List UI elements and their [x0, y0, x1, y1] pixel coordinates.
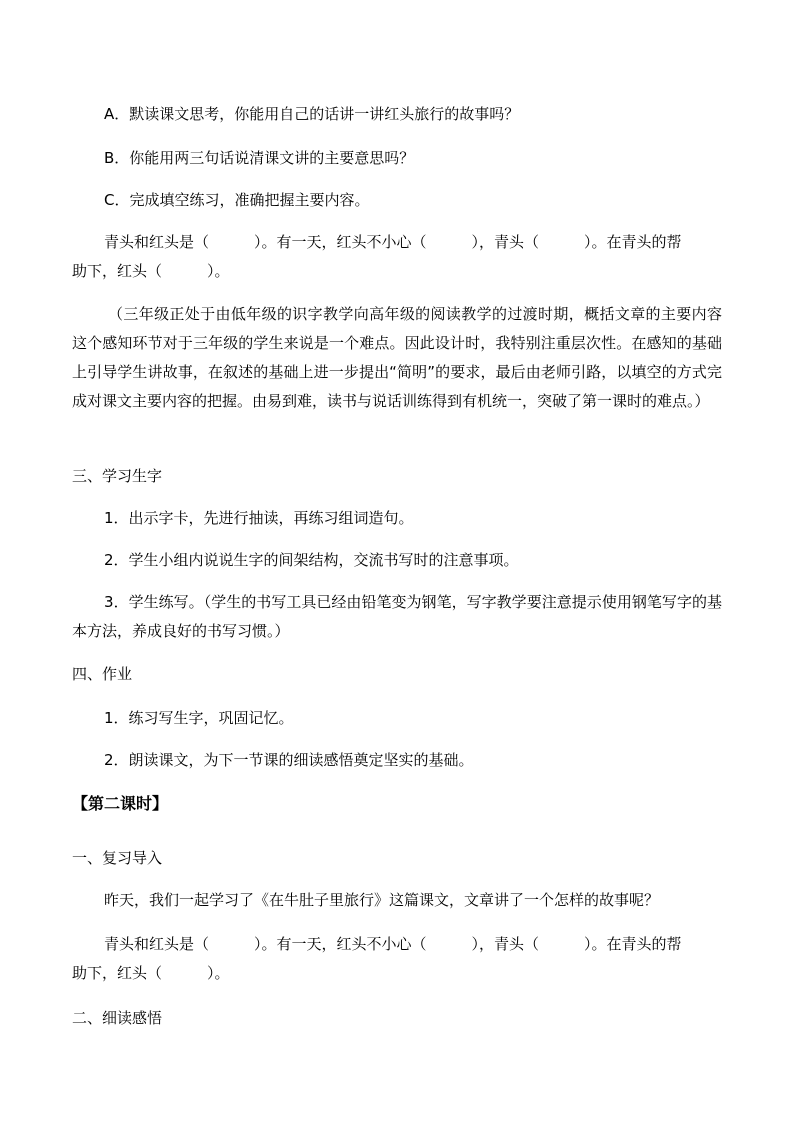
fill-blank-2-line-1: 青头和红头是（ ）。有一天，红头不小心（ ），青头（ ）。在青头的帮 — [104, 935, 682, 953]
section-3-item-3: 3．学生练写。（学生的书写工具已经由铅笔变为钢笔，写字教学要注意提示使用钢笔写字的基本方法，养成良好的书写习惯。） — [72, 593, 722, 640]
review-heading: 一、复习导入 — [72, 849, 163, 867]
fill-blank-2-line-2: 助下，红头（ ）。 — [72, 964, 230, 982]
section-3-heading: 三、学习生字 — [72, 467, 163, 485]
review-question: 昨天，我们一起学习了《在牛肚子里旅行》这篇课文，文章讲了一个怎样的故事呢？ — [104, 891, 660, 909]
detail-reading-heading: 二、细读感悟 — [72, 1009, 163, 1027]
fill-blank-1-line-2: 助下，红头（ ）。 — [72, 262, 230, 280]
section-4-item-2: 2．朗读课文，为下一节课的细读感悟奠定坚实的基础。 — [104, 751, 474, 769]
option-a: A．默读课文思考，你能用自己的话讲一讲红头旅行的故事吗？ — [104, 105, 520, 123]
design-note-paragraph: （三年级正处于由低年级的识字教学向高年级的阅读教学的过渡时期，概括文章的主要内容这个感知环节对于三年级的学生来说是一个难点。因此设计时，我特别注重层次性。在感知的基础上引导学生讲故事，在叙述的基础上进一步提出“简明”的要求，最后由老师引路，以填空的方式完成对课文主要内容的把握。由易到难，读书与说话训练得到有机统一，突破了第一课时的难点。） — [72, 305, 722, 410]
fill-blank-1-line-1: 青头和红头是（ ）。有一天，红头不小心（ ），青头（ ）。在青头的帮 — [104, 233, 682, 251]
option-b: B．你能用两三句话说清课文讲的主要意思吗？ — [104, 149, 415, 167]
section-4-heading: 四、作业 — [72, 665, 133, 683]
section-3-item-2: 2．学生小组内说说生字的间架结构，交流书写时的注意事项。 — [104, 551, 519, 569]
section-3-item-1: 1．出示字卡，先进行抽读，再练习组词造句。 — [104, 509, 414, 527]
option-c: C．完成填空练习，准确把握主要内容。 — [104, 191, 370, 209]
section-4-item-1: 1．练习写生字，巩固记忆。 — [104, 709, 294, 727]
lesson-2-title: 【第二课时】 — [72, 794, 169, 813]
